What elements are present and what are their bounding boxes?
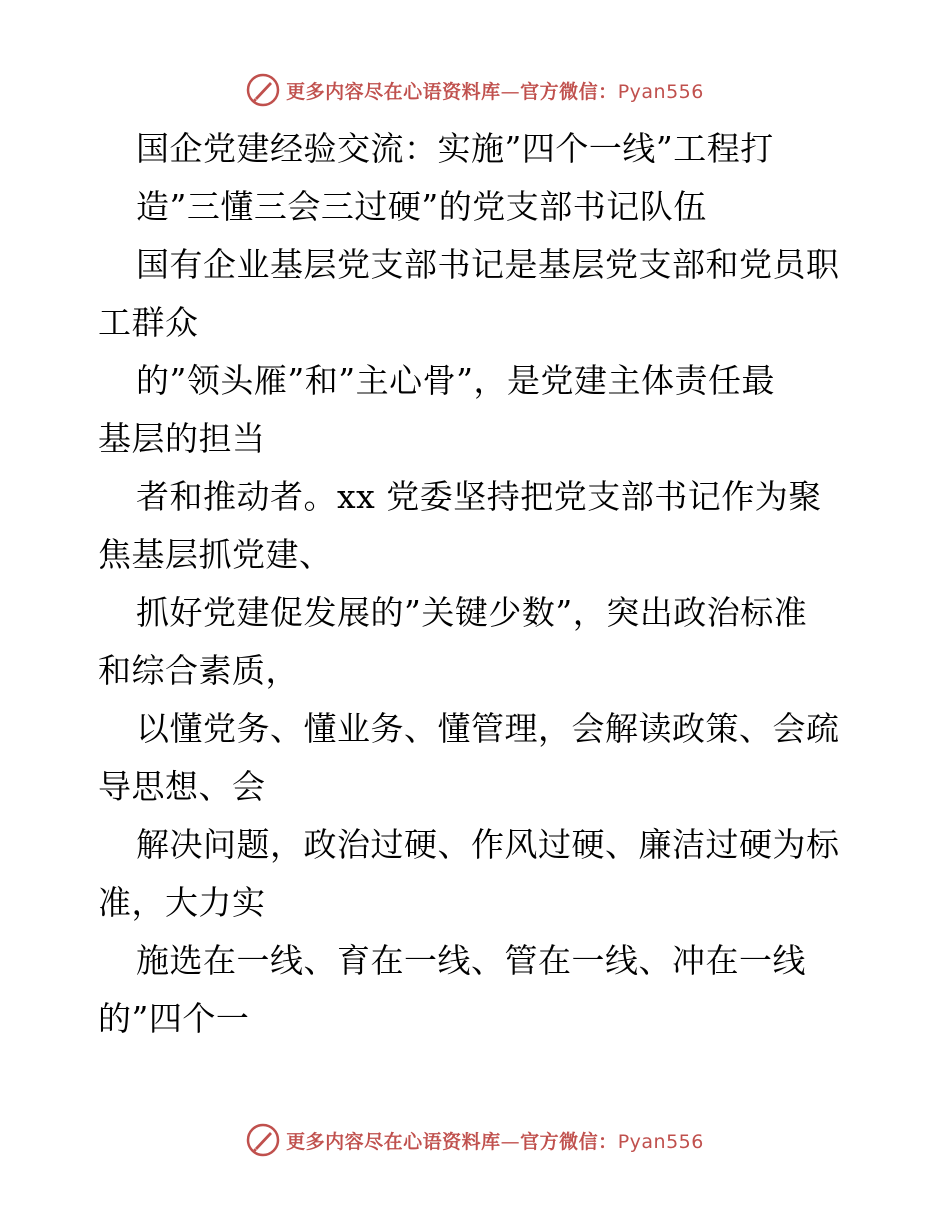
- paragraph-line: 者和推动者。xx 党委坚持把党支部书记作为聚: [136, 477, 822, 516]
- paragraph-line: 焦基层抓党建、: [98, 535, 333, 574]
- title-line-1: 国企党建经验交流：实施”四个一线”工程打: [136, 129, 774, 168]
- paragraph-line: 抓好党建促发展的”关键少数”，突出政治标准: [136, 593, 808, 632]
- document-body: [98, 120, 858, 1048]
- watermark-brand: 更多内容尽在心语资料库: [286, 1130, 501, 1153]
- paragraph-line: 导思想、会: [98, 767, 266, 806]
- paragraph-line: 的”领头雁”和”主心骨”，是党建主体责任最: [136, 361, 775, 400]
- watermark-text: [286, 1127, 704, 1154]
- quill-logo-icon: [246, 1123, 280, 1157]
- watermark-brand: 更多内容尽在心语资料库: [286, 80, 501, 103]
- watermark-text: [286, 77, 704, 104]
- paragraph-line: 施选在一线、育在一线、管在一线、冲在一线: [136, 941, 806, 980]
- paragraph-line: 准，大力实: [98, 883, 266, 922]
- paragraph-line: 国有企业基层党支部书记是基层党支部和党员职: [136, 245, 840, 284]
- paragraph-line: 解决问题，政治过硬、作风过硬、廉洁过硬为标: [136, 825, 840, 864]
- paragraph-line: 和综合素质，: [98, 651, 299, 690]
- paragraph-line: 基层的担当: [98, 419, 266, 458]
- watermark-wechat-id: Pyan556: [617, 80, 704, 103]
- watermark-wechat-id: Pyan556: [617, 1130, 704, 1153]
- header-watermark: [0, 70, 950, 110]
- paragraph-line: 工群众: [98, 303, 199, 342]
- quill-logo-icon: [246, 73, 280, 107]
- paragraph-line: 的”四个一: [98, 999, 250, 1038]
- watermark-separator: —: [500, 1130, 521, 1153]
- watermark-separator: —: [500, 80, 521, 103]
- watermark-official: 官方微信：: [520, 1130, 618, 1153]
- footer-watermark: [0, 1120, 950, 1160]
- watermark-official: 官方微信：: [520, 80, 618, 103]
- paragraph-line: 以懂党务、懂业务、懂管理，会解读政策、会疏: [136, 709, 840, 748]
- title-line-2: 造”三懂三会三过硬”的党支部书记队伍: [136, 187, 707, 226]
